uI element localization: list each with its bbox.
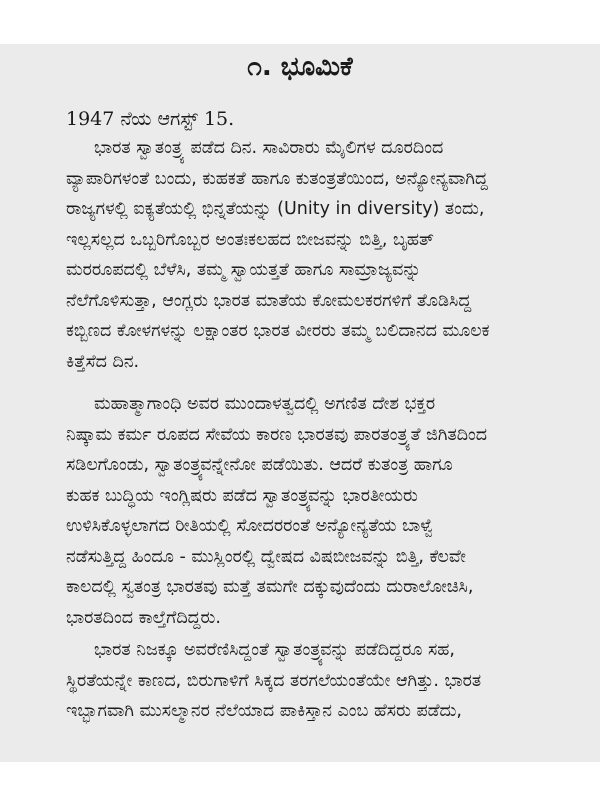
chapter-title: ೧. ಭೂಮಿಕೆ <box>247 52 353 82</box>
text-line: ನಿಷ್ಕಾಮ ಕರ್ಮ ರೂಪದ ಸೇವೆಯ ಕಾರಣ ಭಾರತವು ಪಾರತಂತ್ರ್ಯತೆ ಜಿಗಿತದಿಂದ <box>66 424 488 445</box>
text-line: ಕಬ್ಬಿಣದ ಕೋಳಗಳನ್ನು ಲಕ್ಷಾಂತರ ಭಾರತ ವೀರರು ತಮ್ಮ ಬಲಿದಾನದ ಮೂಲಕ <box>66 321 490 341</box>
text-line: ಇಬ್ಭಾಗವಾಗಿ ಮುಸಲ್ಮಾನರ ನೆಲೆಯಾದ ಪಾಕಿಸ್ತಾನ ಎಂಬ ಹೆಸರು ಪಡೆದು, <box>66 701 462 721</box>
text-line: ನೆಲೆಗೊಳಿಸುತ್ತಾ, ಆಂಗ್ಲರು ಭಾರತ ಮಾತೆಯ ಕೋಮಲಕರಗಳಿಗೆ ತೊಡಿಸಿದ್ದ <box>66 290 472 311</box>
text-line: ಭಾರತ ಸ್ವಾತಂತ್ರ್ಯ ಪಡೆದ ದಿನ. ಸಾವಿರಾರು ಮೈಲಿಗಳ ದೂರದಿಂದ <box>94 138 444 158</box>
text-line: ಉಳಿಸಿಕೊಳ್ಳಲಾಗದ ರೀತಿಯಲ್ಲಿ ಸೋದರರಂತೆ ಅನ್ಯೋನ್ಯತೆಯ ಬಾಳ್ವೆ <box>66 516 434 536</box>
text-line: ಇಲ್ಲಸಲ್ಲದ ಒಬ್ಬರಿಗೊಬ್ಬರ ಅಂತಃಕಲಹದ ಬೀಜವನ್ನು ಬಿತ್ತಿ, ಬೃಹತ್ <box>66 229 434 250</box>
text-line: ನಡೆಸುತ್ತಿದ್ದ ಹಿಂದೂ - ಮುಸ್ಲಿಂರಲ್ಲಿ ದ್ವೇಷದ ವಿಷಬೀಜವನ್ನು ಬಿತ್ತಿ, ಕೆಲವೇ <box>66 546 466 567</box>
text-line: ವ್ಯಾಪಾರಿಗಳಂತೆ ಬಂದು, ಕುಹಕತೆ ಹಾಗೂ ಕುತಂತ್ರತೆಯಿಂದ, ಅನ್ಯೋನ್ಯವಾಗಿದ್ದ <box>66 168 488 189</box>
date-line: 1947 ನೆಯ ಆಗಸ್ಟ್ 15. <box>66 108 235 130</box>
bottom-margin <box>0 762 600 800</box>
top-margin <box>0 0 600 44</box>
text-line: ಕುಹಕ ಬುದ್ಧಿಯ ಇಂಗ್ಲಿಷರು ಪಡೆದ ಸ್ವಾತಂತ್ರ್ಯವನ್ನು ಭಾರತೀಯರು <box>66 485 418 506</box>
text-line: ರಾಜ್ಯಗಳಲ್ಲಿ ಐಕ್ಯತೆಯಲ್ಲಿ ಭಿನ್ನತೆಯನ್ನು (Unity in diversity) ತಂದು, <box>66 199 485 219</box>
text-line: ಸ್ಥಿರತೆಯನ್ನೇ ಕಾಣದ, ಬಿರುಗಾಳಿಗೆ ಸಿಕ್ಕದ ತರಗಲೆಯಂತೆಯೇ ಆಗಿತ್ತು. ಭಾರತ <box>66 670 482 691</box>
text-line: ಕಿತ್ತೆಸೆದ ದಿನ. <box>66 351 140 372</box>
text-line: ಭಾರತದಿಂದ ಕಾಲ್ತೆಗೆದಿದ್ದರು. <box>66 607 221 628</box>
text-line: ಮರರೂಪದಲ್ಲಿ ಬೆಳೆಸಿ, ತಮ್ಮ ಸ್ವಾಯತ್ತತೆ ಹಾಗೂ ಸಾಮ್ರಾಜ್ಯವನ್ನು <box>66 260 422 280</box>
text-line: ಸಡಿಲಗೊಂಡು, ಸ್ವಾತಂತ್ರ್ಯವನ್ನೇನೋ ಪಡೆಯಿತು. ಆದರೆ ಕುತಂತ್ರ ಹಾಗೂ <box>66 455 453 475</box>
text-line: ಭಾರತ ನಿಜಕ್ಕೂ ಅವರೆಣಿಸಿದ್ದಂತೆ ಸ್ವಾತಂತ್ರ್ಯವನ್ನು ಪಡೆದಿದ್ದರೂ ಸಹ, <box>94 640 455 660</box>
text-line: ಮಹಾತ್ಮಾಗಾಂಧಿ ಅವರ ಮುಂದಾಳತ್ವದಲ್ಲಿ ಅಗಣಿತ ದೇಶ ಭಕ್ತರ <box>94 394 436 414</box>
text-line: ಕಾಲದಲ್ಲಿ ಸ್ವತಂತ್ರ ಭಾರತವು ಮತ್ತೆ ತಮಗೇ ದಕ್ಕುವುದೆಂದು ದುರಾಲೋಚಿಸಿ, <box>66 577 474 597</box>
